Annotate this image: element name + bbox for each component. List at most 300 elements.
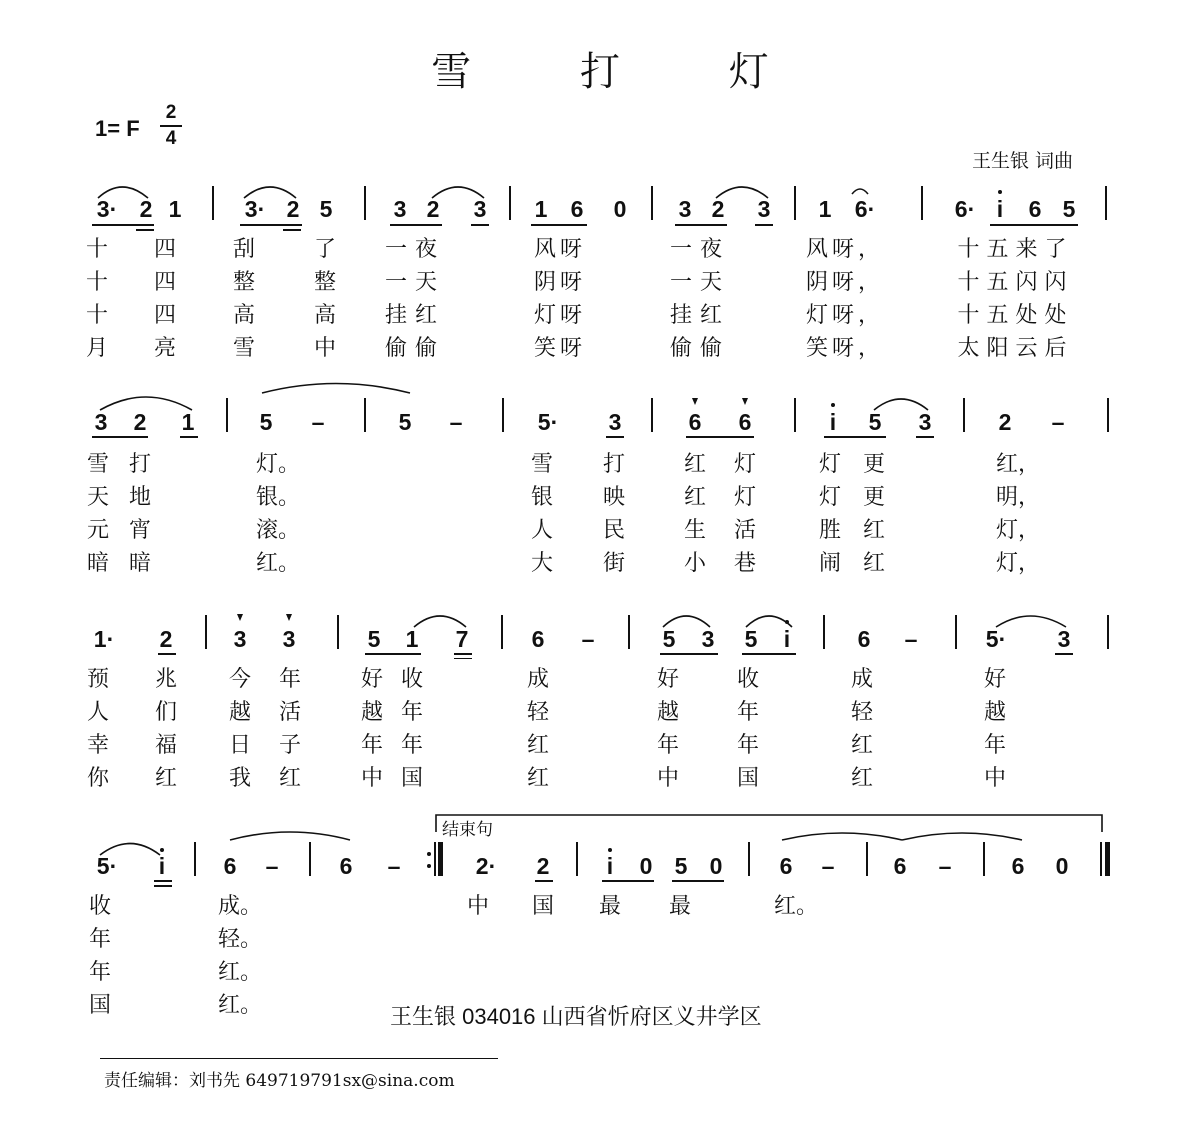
lyric: 更 [862, 452, 886, 477]
lyric: 收 [88, 894, 112, 919]
lyric: 活 [733, 518, 757, 543]
lyric: 四 [153, 303, 177, 328]
barline [194, 842, 196, 876]
note: 3 [608, 409, 622, 435]
lyric: 明， [995, 485, 1041, 510]
note: 2 [139, 196, 153, 222]
lyric-line-1 [0, 447, 1200, 479]
barline [963, 398, 965, 432]
lyric: 雪 [530, 452, 554, 477]
underline [990, 224, 1078, 226]
lyric: 整 [313, 270, 337, 295]
lyric: 年 [360, 733, 384, 758]
underline [471, 224, 489, 226]
underline [531, 224, 587, 226]
lyric: 灯。 [255, 452, 301, 477]
note: 1 [534, 196, 548, 222]
lyric: 十 [85, 270, 109, 295]
note: 3 [757, 196, 771, 222]
barline [866, 842, 868, 876]
lyric-line-4 [0, 331, 1200, 363]
lyric: 我 [228, 766, 252, 791]
lyric-line-2 [0, 695, 1200, 727]
lyric: 幸 [86, 733, 110, 758]
lyric: 年 [400, 700, 424, 725]
note: 6 [688, 409, 702, 435]
repeat-dot [427, 864, 431, 868]
lyric: 灯呀， [805, 303, 885, 328]
lyric: 成 [850, 667, 874, 692]
note: 5 [868, 409, 882, 435]
underline [283, 229, 301, 231]
lyric: 人 [86, 700, 110, 725]
lyric: 红 [862, 551, 886, 576]
lyric: 民 [602, 518, 626, 543]
note: 6 [857, 626, 871, 652]
time-signature-bar [160, 125, 182, 127]
lyric: 灯 [818, 452, 842, 477]
footer-divider [100, 1058, 498, 1059]
underline [136, 229, 154, 231]
note: 0 [613, 196, 627, 222]
lyric-line-3 [0, 955, 1200, 987]
note: 3 [282, 626, 296, 652]
lyric: 轻。 [217, 927, 263, 952]
note: 1 [818, 196, 832, 222]
barline [364, 186, 366, 220]
lyric: 最 [668, 894, 692, 919]
lyric: 收 [736, 667, 760, 692]
note: 2 [286, 196, 300, 222]
underline [602, 880, 654, 882]
lyric: 四 [153, 270, 177, 295]
underline [390, 224, 442, 226]
underline [535, 880, 553, 882]
note: 6 [1028, 196, 1042, 222]
lyric: 年 [736, 700, 760, 725]
lyric: 年 [88, 960, 112, 985]
high-octave-dot [831, 403, 835, 407]
lyric: 们 [154, 700, 178, 725]
ending-label: 结束句 [442, 820, 493, 839]
barline [628, 615, 630, 649]
lyric: 中 [466, 894, 490, 919]
lyric: 年 [656, 733, 680, 758]
lyric-line-1 [0, 662, 1200, 694]
note: i [783, 626, 791, 652]
lyric: 好 [360, 667, 384, 692]
lyric: 红。 [255, 551, 301, 576]
song-title: 雪 打 灯 [431, 49, 817, 95]
lyric: 地 [128, 485, 152, 510]
lyric: 刮 [232, 237, 256, 262]
note: – [311, 409, 325, 435]
author-address: 王生银 034016 山西省忻府区义井学区 [390, 1004, 762, 1029]
lyric: 好 [983, 667, 1007, 692]
lyric: 日 [228, 733, 252, 758]
lyric: 成 [526, 667, 550, 692]
lyric: 元 [86, 518, 110, 543]
note: 5 [674, 853, 688, 879]
high-octave-dot [998, 190, 1002, 194]
note: 6 [531, 626, 545, 652]
note: – [581, 626, 595, 652]
lyric: 一夜 [384, 237, 446, 262]
lyric: 灯 [733, 485, 757, 510]
barline [651, 398, 653, 432]
lyric: 最 [598, 894, 622, 919]
lyric: 更 [862, 485, 886, 510]
lyric: 十 [85, 237, 109, 262]
note: 3 [678, 196, 692, 222]
barline [576, 842, 578, 876]
lyric-line-3 [0, 513, 1200, 545]
note: 5· [537, 409, 559, 435]
underline [675, 224, 727, 226]
lyric: 中 [360, 766, 384, 791]
note: 6 [738, 409, 752, 435]
barline [226, 398, 228, 432]
note: 3 [918, 409, 932, 435]
lyric: 十 五 来 了 [957, 237, 1067, 262]
lyric: 红 [278, 766, 302, 791]
lyric: 一夜 [669, 237, 731, 262]
lyric: 暗 [128, 551, 152, 576]
note: 1 [168, 196, 182, 222]
note: 6 [570, 196, 584, 222]
note: 3· [244, 196, 266, 222]
lyric: 你 [86, 766, 110, 791]
lyric: 中 [983, 766, 1007, 791]
lyric: 红， [995, 452, 1041, 477]
lyric: 十 五 处 处 [957, 303, 1067, 328]
lyric: 一天 [384, 270, 446, 295]
barline [651, 186, 653, 220]
barline [1107, 615, 1109, 649]
lyric: 太 阳 云 后 [957, 336, 1067, 361]
lyric: 国 [400, 766, 424, 791]
lyric-line-4 [0, 761, 1200, 793]
note: 6 [1011, 853, 1025, 879]
lyric: 四 [153, 237, 177, 262]
lyric: 偷偷 [669, 336, 731, 361]
lyric: 街 [602, 551, 626, 576]
lyric: 活 [278, 700, 302, 725]
lyric-line-1 [0, 232, 1200, 264]
note: 1· [93, 626, 115, 652]
underline [158, 653, 176, 655]
lyric: 巷 [733, 551, 757, 576]
underline [240, 224, 302, 226]
barline [921, 186, 923, 220]
lyric: 越 [360, 700, 384, 725]
lyric: 国 [531, 894, 555, 919]
lyric: 了 [313, 237, 337, 262]
note: 7 [455, 626, 469, 652]
lyric: 小 [683, 551, 707, 576]
low-octave-mark [454, 658, 472, 659]
underline [686, 436, 754, 438]
barline [955, 615, 957, 649]
lyric: 风呀 [533, 237, 587, 262]
lyric: 笑呀 [533, 336, 587, 361]
time-signature [160, 102, 182, 150]
note: 5 [662, 626, 676, 652]
lyric: 年 [736, 733, 760, 758]
note: 0 [709, 853, 723, 879]
underline [154, 885, 172, 887]
barline [364, 398, 366, 432]
note: 3· [96, 196, 118, 222]
lyric: 胜 [818, 518, 842, 543]
underline [672, 880, 724, 882]
lyric: 灯， [995, 551, 1041, 576]
lyric: 银。 [255, 485, 301, 510]
note: 2 [711, 196, 725, 222]
high-octave-dot [608, 848, 612, 852]
lyric: 灯 [818, 485, 842, 510]
underline [1055, 653, 1073, 655]
barline [983, 842, 985, 876]
fermata [852, 189, 868, 194]
lyric: 轻 [850, 700, 874, 725]
lyric: 红。 [773, 894, 819, 919]
barline [434, 842, 436, 876]
composer-credit: 王生银 词曲 [972, 150, 1074, 172]
lyric-line-2 [0, 480, 1200, 512]
time-denominator: 4 [165, 128, 177, 149]
lyric: 映 [602, 485, 626, 510]
lyric: 年 [983, 733, 1007, 758]
slur [996, 616, 1066, 627]
note: 2 [998, 409, 1012, 435]
lyric: 生 [683, 518, 707, 543]
lyric: 宵 [128, 518, 152, 543]
note: 5· [96, 853, 118, 879]
note: i [606, 853, 614, 879]
note: 3 [473, 196, 487, 222]
repeat-dot [427, 852, 431, 856]
lyric: 阴呀 [533, 270, 587, 295]
note: – [1051, 409, 1065, 435]
lyric-line-2 [0, 922, 1200, 954]
note: 3 [233, 626, 247, 652]
note: – [821, 853, 835, 879]
underline [916, 436, 934, 438]
lyric: 子 [278, 733, 302, 758]
lyric: 笑呀， [805, 336, 885, 361]
barline [501, 615, 503, 649]
barline [337, 615, 339, 649]
lyric: 预 [86, 667, 110, 692]
accent-mark [742, 398, 748, 405]
note: – [387, 853, 401, 879]
key-signature: 1= F [95, 116, 140, 141]
note: 2 [133, 409, 147, 435]
note: 2 [426, 196, 440, 222]
underline [606, 436, 624, 438]
barline [509, 186, 511, 220]
accent-mark [692, 398, 698, 405]
lyric: 天 [86, 485, 110, 510]
lyric: 挂红 [669, 303, 731, 328]
lyric: 灯， [995, 518, 1041, 543]
lyric: 红 [850, 733, 874, 758]
underline [180, 436, 198, 438]
lyric-line-3 [0, 728, 1200, 760]
lyric: 收 [400, 667, 424, 692]
underline [154, 880, 172, 882]
lyric: 灯 [733, 452, 757, 477]
ending-bracket [436, 815, 1102, 832]
lyric: 大 [530, 551, 554, 576]
note: 5 [259, 409, 273, 435]
note: 3 [701, 626, 715, 652]
note: 3 [94, 409, 108, 435]
lyric: 红 [526, 733, 550, 758]
lyric: 整 [232, 270, 256, 295]
note: 5 [398, 409, 412, 435]
lyric: 阴呀， [805, 270, 885, 295]
note: 6 [223, 853, 237, 879]
editor-credit: 责任编辑：刘书先 649719791sx@sina.com [104, 1071, 455, 1091]
lyric-line-1 [0, 889, 1200, 921]
barline [502, 398, 504, 432]
lyric: 闹 [818, 551, 842, 576]
lyric: 红 [526, 766, 550, 791]
lyric: 成。 [217, 894, 263, 919]
lyric: 偷偷 [384, 336, 446, 361]
note: – [938, 853, 952, 879]
note: i [829, 409, 837, 435]
note: – [265, 853, 279, 879]
note: 2 [159, 626, 173, 652]
note: 0 [1055, 853, 1069, 879]
lyric: 亮 [153, 336, 177, 361]
lyric: 挂红 [384, 303, 446, 328]
lyric: 一天 [669, 270, 731, 295]
note: 6· [854, 196, 876, 222]
note: 6 [339, 853, 353, 879]
lyric: 越 [656, 700, 680, 725]
note: i [996, 196, 1004, 222]
barline [1100, 842, 1102, 876]
lyric: 风呀， [805, 237, 885, 262]
accent-mark [286, 614, 292, 621]
lyric: 打 [602, 452, 626, 477]
lyric: 雪 [86, 452, 110, 477]
lyric: 红 [154, 766, 178, 791]
time-numerator: 2 [165, 102, 177, 123]
note: – [449, 409, 463, 435]
underline [755, 224, 773, 226]
underline [92, 224, 154, 226]
barline [1107, 398, 1109, 432]
note: – [904, 626, 918, 652]
underline [660, 653, 718, 655]
lyric-line-2 [0, 265, 1200, 297]
lyric: 国 [88, 993, 112, 1018]
lyric: 好 [656, 667, 680, 692]
lyric: 今 [228, 667, 252, 692]
barline [212, 186, 214, 220]
lyric: 红。 [217, 960, 263, 985]
note: 5· [985, 626, 1007, 652]
underline [92, 436, 148, 438]
lyric: 国 [736, 766, 760, 791]
lyric: 中 [313, 336, 337, 361]
note: 3 [1057, 626, 1071, 652]
barline [794, 398, 796, 432]
underline [454, 653, 472, 655]
lyric: 暗 [86, 551, 110, 576]
lyric: 越 [228, 700, 252, 725]
lyric: 年 [88, 927, 112, 952]
note: 6 [893, 853, 907, 879]
lyric: 中 [656, 766, 680, 791]
high-octave-dot [160, 848, 164, 852]
lyric: 银 [530, 485, 554, 510]
lyric: 灯呀 [533, 303, 587, 328]
lyric: 红。 [217, 993, 263, 1018]
note: 6· [954, 196, 976, 222]
lyric: 年 [400, 733, 424, 758]
lyric: 兆 [154, 667, 178, 692]
lyric: 雪 [232, 336, 256, 361]
note: 5 [1062, 196, 1076, 222]
lyric: 红 [683, 485, 707, 510]
final-barline [1105, 842, 1110, 876]
note: 5 [319, 196, 333, 222]
underline [365, 653, 421, 655]
lyric: 十 [85, 303, 109, 328]
lyric: 越 [983, 700, 1007, 725]
barline [823, 615, 825, 649]
slur [230, 832, 350, 840]
barline [794, 186, 796, 220]
lyric: 红 [683, 452, 707, 477]
note: 2 [536, 853, 550, 879]
lyric: 月 [85, 336, 109, 361]
lyric: 轻 [526, 700, 550, 725]
barline [205, 615, 207, 649]
note: 3 [393, 196, 407, 222]
lyric: 打 [128, 452, 152, 477]
lyric: 福 [154, 733, 178, 758]
slur [782, 833, 902, 840]
lyric: 人 [530, 518, 554, 543]
underline [742, 653, 796, 655]
note: 1 [181, 409, 195, 435]
lyric: 红 [862, 518, 886, 543]
lyric: 红 [850, 766, 874, 791]
accent-mark [237, 614, 243, 621]
slur [262, 384, 410, 394]
note: 6 [779, 853, 793, 879]
barline [1105, 186, 1107, 220]
note: 0 [639, 853, 653, 879]
lyric: 滚。 [255, 518, 301, 543]
lyric: 十 五 闪 闪 [957, 270, 1067, 295]
slur [902, 833, 1022, 840]
lyric-line-3 [0, 298, 1200, 330]
note: i [158, 853, 166, 879]
repeat-barline [438, 842, 443, 876]
barline [748, 842, 750, 876]
note: 2· [475, 853, 497, 879]
lyric: 年 [278, 667, 302, 692]
lyric: 高 [313, 303, 337, 328]
